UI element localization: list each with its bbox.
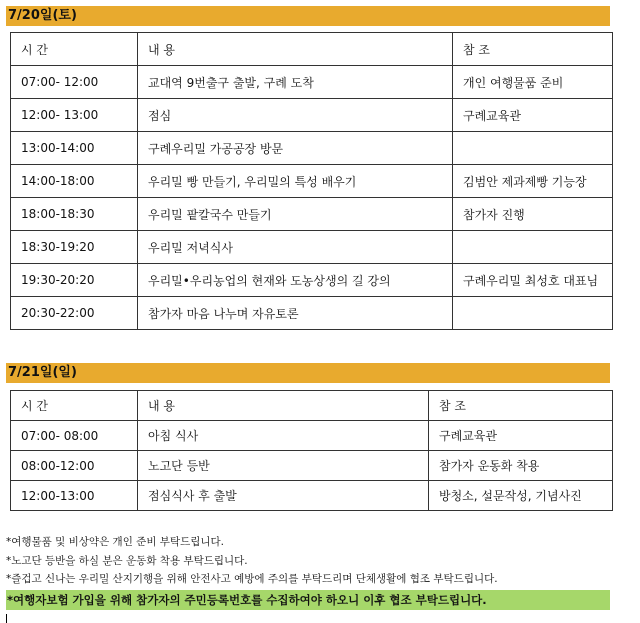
- column-header: 시 간: [11, 33, 138, 66]
- content-cell: 노고단 등반: [138, 451, 429, 481]
- day2-schedule-table: [10, 390, 613, 511]
- table-row: [11, 451, 613, 481]
- table-row: [11, 132, 613, 165]
- reference-cell: [453, 297, 613, 330]
- time-cell: 20:30-22:00: [11, 297, 138, 330]
- column-header: 참 조: [429, 391, 613, 421]
- reference-cell: 참가자 진행: [453, 198, 613, 231]
- reference-cell: 김범안 제과제빵 기능장: [453, 165, 613, 198]
- note-line: *노고단 등반을 하실 분은 운동화 착용 부탁드립니다.: [6, 554, 248, 567]
- table-row: [11, 481, 613, 511]
- time-cell: 18:30-19:20: [11, 231, 138, 264]
- content-cell: 우리밀•우리농업의 현재와 도농상생의 길 강의: [138, 264, 453, 297]
- reference-cell: [453, 132, 613, 165]
- reference-cell: 개인 여행물품 준비: [453, 66, 613, 99]
- content-cell: 점심식사 후 출발: [138, 481, 429, 511]
- time-cell: 14:00-18:00: [11, 165, 138, 198]
- table-row: [11, 66, 613, 99]
- time-cell: 07:00- 12:00: [11, 66, 138, 99]
- reference-cell: 구례교육관: [453, 99, 613, 132]
- content-cell: 교대역 9번출구 출발, 구례 도착: [138, 66, 453, 99]
- time-cell: 13:00-14:00: [11, 132, 138, 165]
- time-cell: 08:00-12:00: [11, 451, 138, 481]
- notes-section: [6, 533, 616, 610]
- table-row: [11, 231, 613, 264]
- reference-cell: [453, 231, 613, 264]
- table-row: [11, 165, 613, 198]
- text-cursor: [6, 614, 7, 623]
- table-row: [11, 421, 613, 451]
- time-cell: 07:00- 08:00: [11, 421, 138, 451]
- day2-header: 7/21일(일): [6, 363, 610, 383]
- reference-cell: 구례교육관: [429, 421, 613, 451]
- content-cell: 우리밀 저녁식사: [138, 231, 453, 264]
- day1-schedule-table: [10, 32, 613, 330]
- content-cell: 우리밀 팥칼국수 만들기: [138, 198, 453, 231]
- table-row: [11, 264, 613, 297]
- day1-header: 7/20일(토): [6, 6, 610, 26]
- table-row: [11, 297, 613, 330]
- reference-cell: 구례우리밀 최성호 대표님: [453, 264, 613, 297]
- note-line: *즐겁고 신나는 우리밀 산지기행을 위해 안전사고 예방에 주의를 부탁드리며 단체생활에 협조 부탁드립니다.: [6, 573, 498, 585]
- table-row: [11, 99, 613, 132]
- table-header-row: [11, 391, 613, 421]
- content-cell: 참가자 마음 나누며 자유토론: [138, 297, 453, 330]
- content-cell: 우리밀 빵 만들기, 우리밀의 특성 배우기: [138, 165, 453, 198]
- content-cell: 점심: [138, 99, 453, 132]
- insurance-note: *여행자보험 가입을 위해 참가자의 주민등록번호를 수집하여야 하오니 이후 협조 부탁드립니다.: [6, 590, 610, 610]
- column-header: 참 조: [453, 33, 613, 66]
- reference-cell: 참가자 운동화 착용: [429, 451, 613, 481]
- time-cell: 12:00-13:00: [11, 481, 138, 511]
- reference-cell: 방청소, 설문작성, 기념사진: [429, 481, 613, 511]
- time-cell: 19:30-20:20: [11, 264, 138, 297]
- column-header: 시 간: [11, 391, 138, 421]
- note-line: *여행물품 및 비상약은 개인 준비 부탁드립니다.: [6, 536, 224, 548]
- column-header: 내 용: [138, 33, 453, 66]
- time-cell: 18:00-18:30: [11, 198, 138, 231]
- content-cell: 구례우리밀 가공공장 방문: [138, 132, 453, 165]
- content-cell: 아침 식사: [138, 421, 429, 451]
- column-header: 내 용: [138, 391, 429, 421]
- table-row: [11, 198, 613, 231]
- time-cell: 12:00- 13:00: [11, 99, 138, 132]
- table-header-row: [11, 33, 613, 66]
